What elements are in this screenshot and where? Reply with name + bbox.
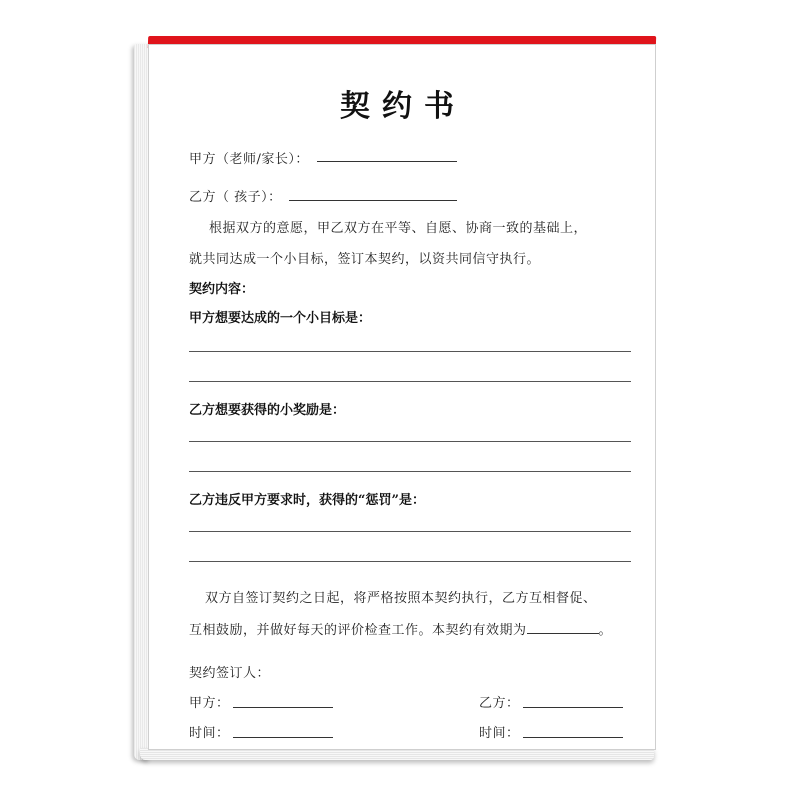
penalty-line-1[interactable] [189, 531, 631, 532]
reward-line-1[interactable] [189, 441, 631, 442]
sign-party-b-blank[interactable] [523, 707, 623, 708]
document-title: 契约书 [340, 89, 466, 124]
signers-label: 契约签订人： [189, 666, 271, 681]
sign-party-b-label: 乙方： [479, 696, 520, 711]
penalty-label: 乙方违反甲方要求时，获得的“惩罚”是： [189, 493, 425, 508]
sign-party-a-label: 甲方： [189, 696, 230, 711]
time-b-blank[interactable] [523, 737, 623, 738]
time-a-blank[interactable] [233, 737, 333, 738]
goal-label: 甲方想要达成的一个小目标是： [189, 311, 372, 326]
intro-line-1: 根据双方的意愿，甲乙双方在平等、自愿、协商一致的基础上， [209, 221, 588, 236]
contract-sheet [148, 44, 656, 750]
party-b-label: 乙方（ 孩子）： [189, 190, 282, 205]
time-b-label: 时间： [479, 726, 520, 741]
closing-line-1: 双方自签订契约之日起，将严格按照本契约执行，乙方互相督促、 [205, 591, 597, 606]
party-a-label: 甲方（老师/家长）： [189, 152, 309, 167]
goal-line-1[interactable] [189, 351, 631, 352]
party-a-blank[interactable] [317, 161, 457, 162]
closing-line-2 [189, 619, 612, 638]
time-a-label: 时间： [189, 726, 230, 741]
intro-line-2: 就共同达成一个小目标，签订本契约，以资共同信守执行。 [189, 252, 541, 267]
contract-content-label: 契约内容： [189, 282, 255, 297]
goal-line-2[interactable] [189, 381, 631, 382]
closing-text: 互相鼓励，并做好每天的评价检查工作。本契约有效期为 [189, 623, 527, 638]
sign-party-a-blank[interactable] [233, 707, 333, 708]
closing-period: 。 [598, 623, 613, 638]
validity-period-blank[interactable] [527, 621, 599, 634]
reward-line-2[interactable] [189, 471, 631, 472]
reward-label: 乙方想要获得的小奖励是： [189, 403, 346, 418]
party-b-blank[interactable] [289, 200, 457, 201]
penalty-line-2[interactable] [189, 561, 631, 562]
